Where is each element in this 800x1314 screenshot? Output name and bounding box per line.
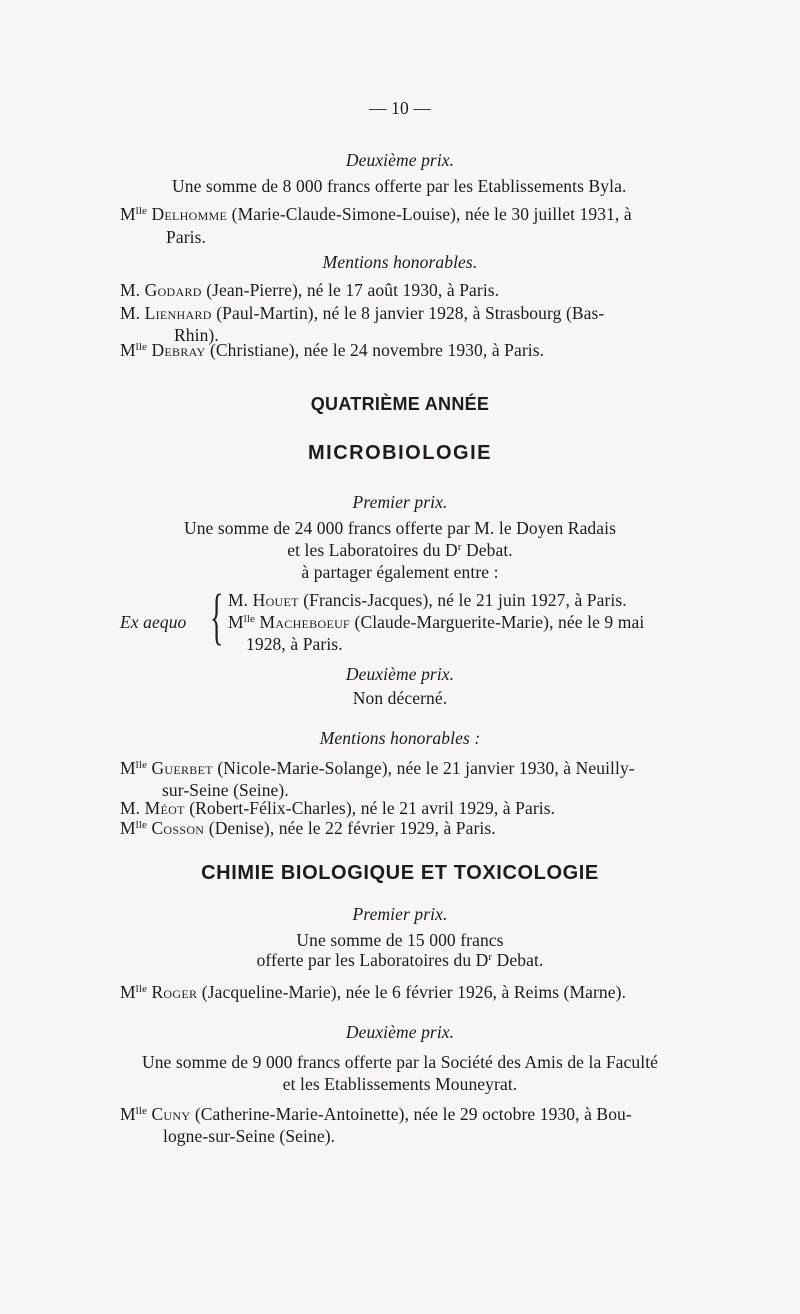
chimie-gift-line2: offerte par les Laboratoires du $D^r$ Debat. xyxy=(256,950,544,970)
ex-aequo-brace: { xyxy=(210,583,224,651)
exaequo-houet: M. Houet (Francis-Jacques), né le 21 juin 1927, à Paris. xyxy=(228,590,627,610)
mentions-honorables-heading-1: Mentions honorables. xyxy=(322,252,478,272)
chimie-deuxieme-prix: Deuxième prix. xyxy=(345,1022,455,1042)
chimie-premier-prix: Premier prix. xyxy=(352,904,448,924)
deuxieme-prix-heading-1: Deuxième prix. xyxy=(345,150,455,170)
chimie-gift2-line1: Une somme de 9 000 francs offerte par la Société des Amis de la Faculté xyxy=(141,1052,659,1072)
micro-gift-line1: Une somme de 24 000 francs offerte par M. le Doyen Radais xyxy=(183,518,617,538)
winner-cuny: $M^{lle}$ Cuny (Catherine-Marie-Antoinette), née le 29 octobre 1930, à Bou- xyxy=(120,1104,632,1124)
exaequo-macheboeuf-cont: 1928, à Paris. xyxy=(246,634,343,654)
chimie-gift2-line2: et les Etablissements Mouneyrat. xyxy=(282,1074,518,1094)
mention-guerbet-cont: sur-Seine (Seine). xyxy=(162,780,289,800)
mention-meot: M. Méot (Robert-Félix-Charles), né le 21 avril 1929, à Paris. xyxy=(120,798,556,818)
micro-deuxieme-prix: Deuxième prix. xyxy=(345,664,455,684)
micro-premier-prix: Premier prix. xyxy=(352,492,448,512)
chimie-gift-line1: Une somme de 15 000 francs xyxy=(296,930,504,950)
micro-gift-line2: et les Laboratoires du $D^r$ Debat. xyxy=(287,540,513,560)
winner-roger: $M^{lle}$ Roger (Jacqueline-Marie), née le 6 février 1926, à Reims (Marne). xyxy=(120,982,627,1002)
annee-heading: QUATRIÈME ANNÉE xyxy=(310,394,490,414)
microbiologie-heading: MICROBIOLOGIE xyxy=(308,442,492,464)
mention-lienhard-cont: Rhin). xyxy=(174,325,219,345)
winner-delhomme-cont: Paris. xyxy=(166,227,206,247)
mention-guerbet: $M^{lle}$ Guerbet (Nicole-Marie-Solange), née le 21 janvier 1930, à Neuilly- xyxy=(120,758,635,778)
mention-debray: $M^{lle}$ Debray (Christiane), née le 24 novembre 1930, à Paris. xyxy=(120,340,545,360)
mention-godard: M. Godard (Jean-Pierre), né le 17 août 1930, à Paris. xyxy=(120,280,500,300)
chimie-heading: CHIMIE BIOLOGIQUE ET TOXICOLOGIE xyxy=(201,862,599,884)
gift-byla: Une somme de 8 000 francs offerte par les Etablissements Byla. xyxy=(172,176,627,196)
mention-lienhard: M. Lienhard (Paul-Martin), né le 8 janvier 1928, à Strasbourg (Bas- xyxy=(120,303,605,323)
micro-non-decerne: Non décerné. xyxy=(352,688,448,708)
page-number: — 10 — xyxy=(369,98,431,118)
ex-aequo-label: Ex aequo xyxy=(120,612,187,632)
winner-cuny-cont: logne-sur-Seine (Seine). xyxy=(163,1126,336,1146)
exaequo-macheboeuf: $M^{lle}$ Macheboeuf (Claude-Marguerite-Marie), née le 9 mai xyxy=(228,612,645,632)
micro-mentions-heading: Mentions honorables : xyxy=(319,728,481,748)
micro-gift-line3: à partager également entre : xyxy=(301,562,499,582)
winner-delhomme: $M^{lle}$ Delhomme (Marie-Claude-Simone-Louise), née le 30 juillet 1931, à xyxy=(120,204,632,224)
mention-cosson: $M^{lle}$ Cosson (Denise), née le 22 février 1929, à Paris. xyxy=(120,818,496,838)
